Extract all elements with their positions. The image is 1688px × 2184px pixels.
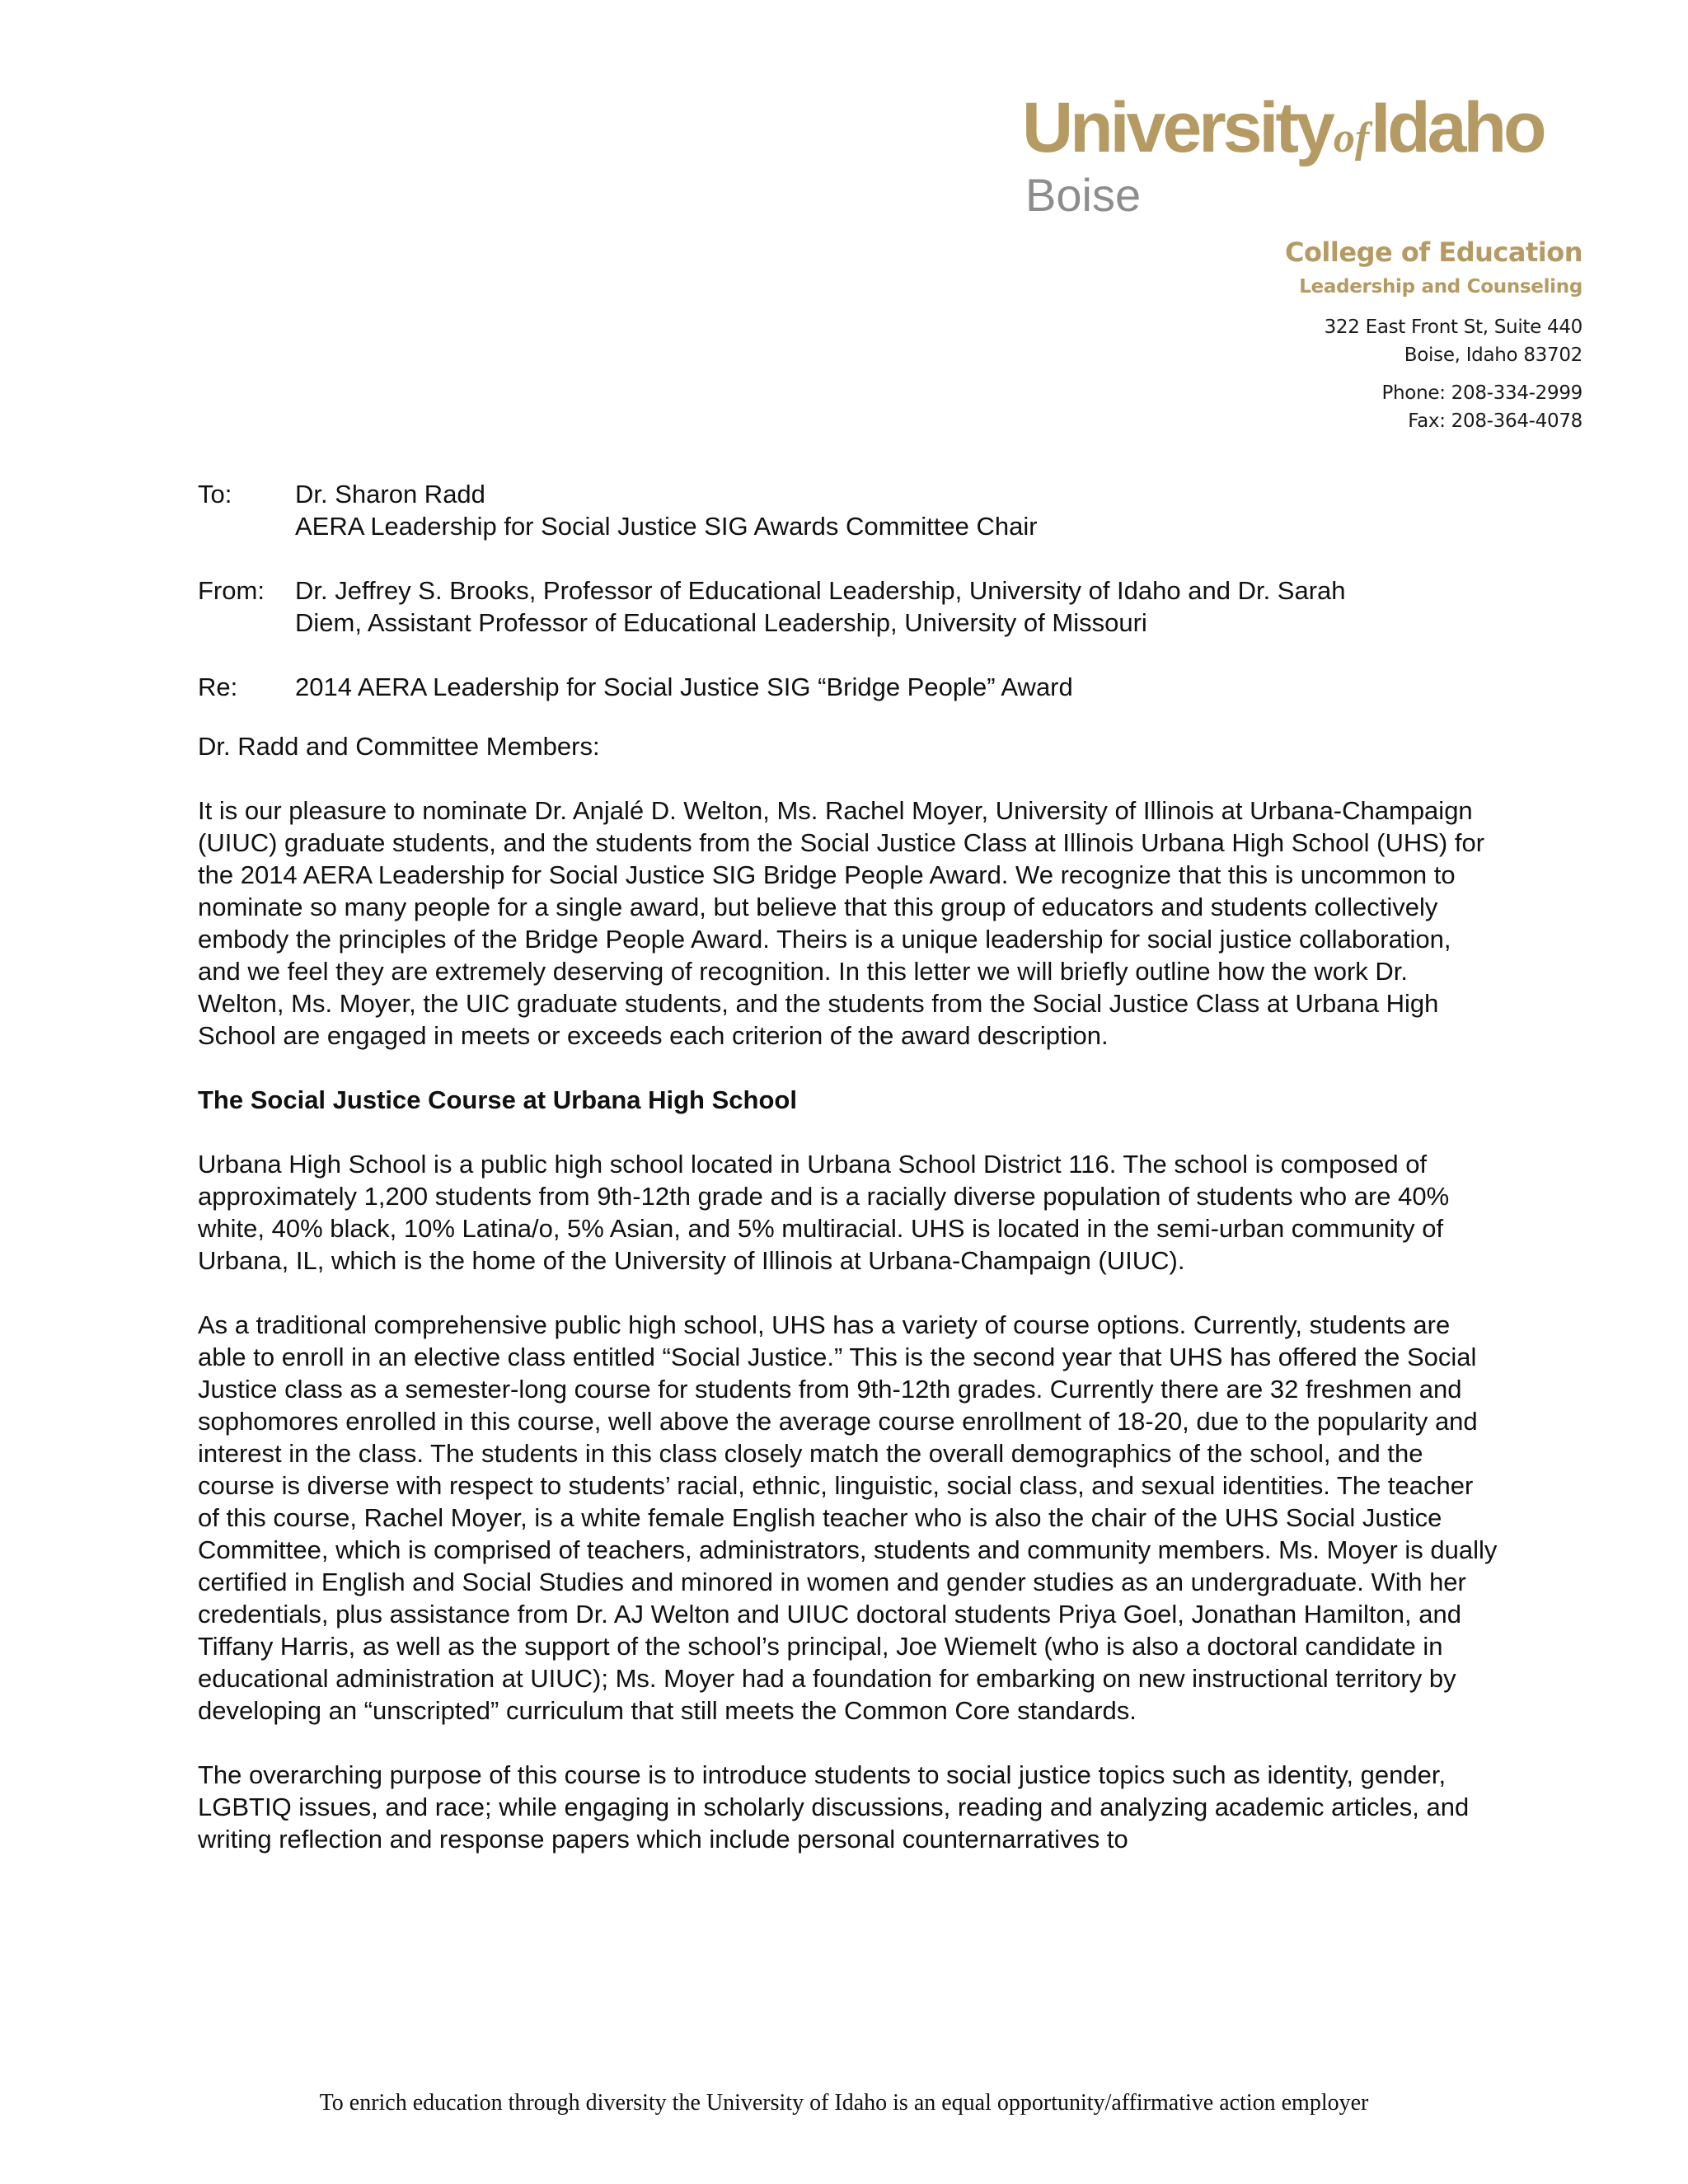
memo-re-label: Re: (198, 673, 238, 701)
memo-re-row (198, 671, 1484, 703)
paragraph-course-purpose: The overarching purpose of this course is to introduce students to social justice topics such as identity, gender, LGBTIQ issues, and race; while engaging in scholarly discussions, reading and analyzing academic articles, and writing reflection and response papers which include personal counternarratives to (198, 1760, 1470, 1854)
logo-campus-text: Boise (1025, 169, 1142, 221)
unit-name: Leadership and Counseling (1299, 276, 1582, 298)
memo-to-row (198, 478, 1484, 542)
letterhead-department-block (1285, 234, 1582, 435)
memo-to-line-2: AERA Leadership for Social Justice SIG Awards Committee Chair (295, 512, 1038, 541)
memo-from-line-1: Dr. Jeffrey S. Brooks, Professor of Educational Leadership, University of Idaho and Dr. Sarah (295, 576, 1346, 605)
paragraph-course-description: As a traditional comprehensive public high school, UHS has a variety of course options. Currently, students are able to enroll in an elective class entitled “Social Justice.” This is the second year that UHS has offered the Social Justice class as a semester-long course for students from 9th-12th grades. Currently there are 32 freshmen and sophomores enrolled in this course, well above the average course enrollment of 18-20, due to the popularity and interest in the class. The students in this class closely match the overall demographics of the school, and the course is diverse with respect to students’ racial, ethnic, linguistic, social class, and sexual identities. The teacher of this course, Rachel Moyer, is a white female English teacher who is also the chair of the UHS Social Justice Committee, which is comprised of teachers, administrators, students and community members. Ms. Moyer is dually certified in English and Social Studies and minored in women and gender studies as an undergraduate. With her credentials, plus assistance from Dr. AJ Welton and UIUC doctoral students Priya Goel, Jonathan Hamilton, and Tiffany Harris, as well as the support of the school’s principal, Joe Wiemelt (who is also a doctoral candidate in educational administration at UIUC); Ms. Moyer had a foundation for embarking on new instructional territory by developing an “unscripted” curriculum that still meets the Common Core standards. (198, 1310, 1498, 1725)
address-line-1: 322 East Front St, Suite 440 (1324, 316, 1582, 338)
college-name: College of Education (1284, 237, 1582, 268)
memo-to-line-1: Dr. Sharon Radd (295, 480, 485, 509)
phone-number: Phone: 208-334-2999 (1381, 382, 1582, 404)
letter-body (198, 730, 1500, 1887)
fax-number: Fax: 208-364-4078 (1408, 410, 1582, 432)
paragraph-nomination: It is our pleasure to nominate Dr. Anjalé D. Welton, Ms. Rachel Moyer, University of Illinois at Urbana-Champaign (UIUC) graduate students, and the students from the Social Justice Class at Illinois Urbana High School (UHS) for the 2014 AERA Leadership for Social Justice SIG Bridge People Award. We recognize that this is uncommon to nominate so many people for a single award, but believe that this group of educators and students collectively embody the principles of the Bridge People Award. Theirs is a unique leadership for social justice collaboration, and we feel they are extremely deserving of recognition. In this letter we will briefly outline how the work Dr. Welton, Ms. Moyer, the UIC graduate students, and the students from the Social Justice Class at Urbana High School are engaged in meets or exceeds each criterion of the award description. (198, 796, 1485, 1050)
memo-from-line-2: Diem, Assistant Professor of Educational Leadership, University of Missouri (295, 608, 1147, 637)
memo-to-value (295, 478, 1484, 542)
contact-numbers (1285, 379, 1582, 435)
address-line-2: Boise, Idaho 83702 (1404, 344, 1582, 366)
paragraph-school-profile: Urbana High School is a public high school located in Urbana School District 116. The school is composed of approximately 1,200 students from 9th-12th grade and is a racially diverse population of students who are 40% white, 40% black, 10% Latina/o, 5% Asian, and 5% multiracial. UHS is located in the semi-urban community of Urbana, IL, which is the home of the University of Illinois at Urbana-Champaign (UIUC). (198, 1150, 1450, 1275)
logo-wordmark (1022, 89, 1582, 177)
university-logo (1022, 89, 1582, 220)
salutation: Dr. Radd and Committee Members: (198, 732, 600, 761)
memo-header (198, 478, 1484, 735)
section-heading: The Social Justice Course at Urbana High School (198, 1085, 797, 1114)
memo-from-label: From: (198, 576, 265, 605)
memo-to-label: To: (198, 480, 232, 509)
logo-of-text: of (1333, 115, 1370, 162)
memo-re-value: 2014 AERA Leadership for Social Justice SIG “Bridge People” Award (295, 673, 1073, 701)
logo-idaho-text: Idaho (1371, 88, 1544, 167)
mailing-address (1285, 313, 1582, 369)
footer-statement: To enrich education through diversity the University of Idaho is an equal opportunity/affirmative action employer (319, 2090, 1369, 2116)
logo-university-text: University (1022, 88, 1332, 167)
memo-from-value (295, 574, 1484, 639)
memo-from-row (198, 574, 1484, 639)
